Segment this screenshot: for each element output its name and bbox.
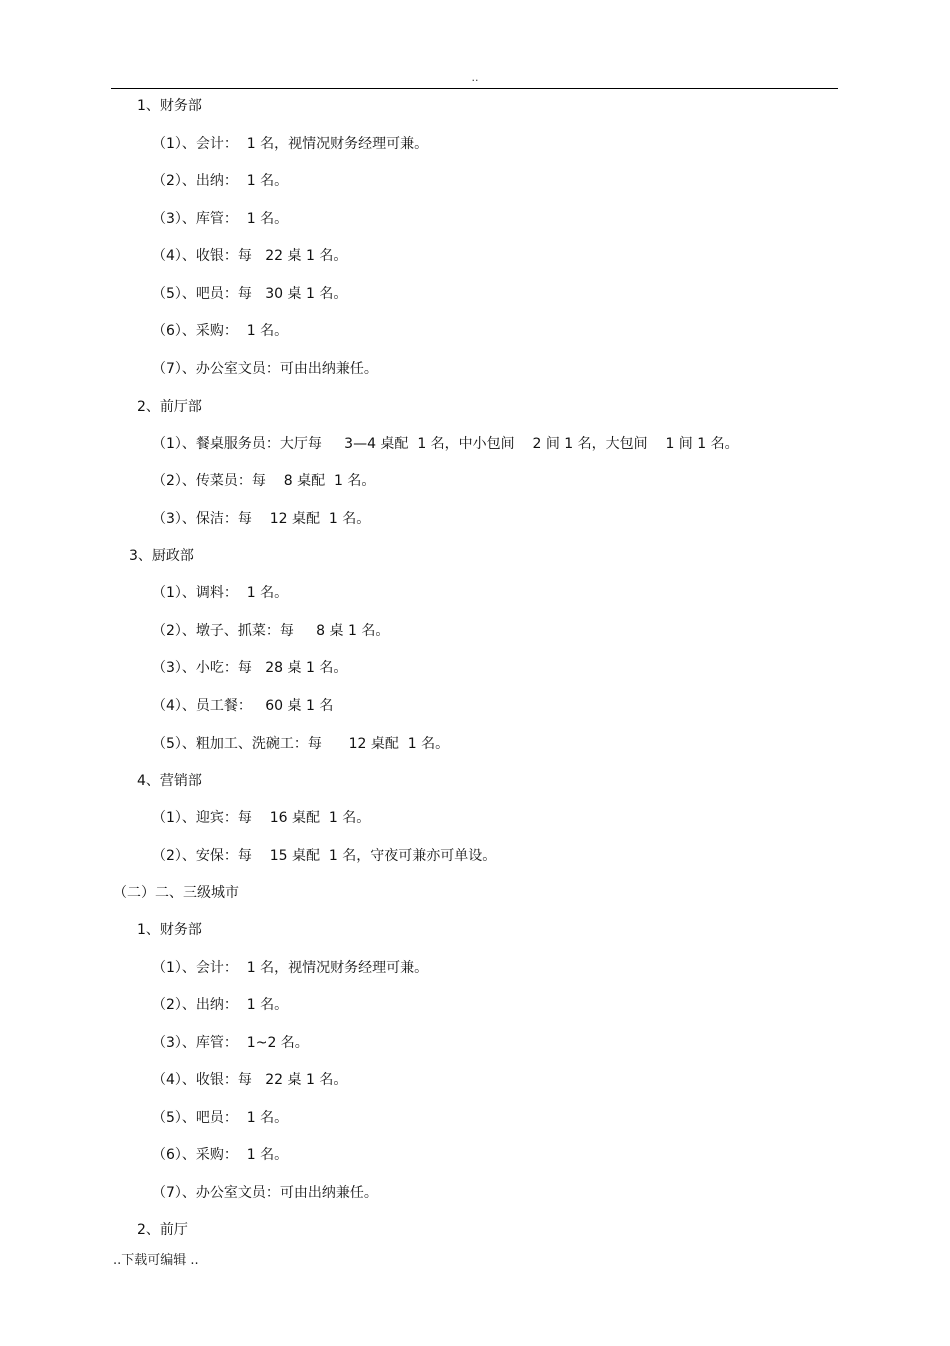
staff-item: （4）、收银：每 22 桌 1 名。 [152,248,348,264]
staff-item: （2）、安保：每 15 桌配 1 名，守夜可兼亦可单设。 [152,848,497,864]
staff-item: （2）、出纳： 1 名。 [152,997,289,1013]
header-rule [111,88,838,89]
dept-heading: 2、前厅部 [137,399,202,415]
staff-item: （3）、库管： 1 名。 [152,211,289,227]
dept-heading: 1、财务部 [137,98,202,114]
staff-item: （3）、库管： 1~2 名。 [152,1035,309,1051]
staff-item: （2）、传菜员：每 8 桌配 1 名。 [152,473,376,489]
page-header-mark: .. [471,71,479,84]
staff-item: （7）、办公室文员：可由出纳兼任。 [152,361,378,377]
staff-item: （3）、保洁：每 12 桌配 1 名。 [152,511,371,527]
staff-item: （2）、出纳： 1 名。 [152,173,289,189]
dept-heading: 3、厨政部 [129,548,194,564]
staff-item: （4）、员工餐： 60 桌 1 名 [152,698,334,714]
dept-heading: 2、前厅 [137,1222,188,1238]
staff-item: （1）、会计： 1 名，视情况财务经理可兼。 [152,960,429,976]
staff-item: （6）、采购： 1 名。 [152,323,289,339]
staff-item: （5）、吧员： 1 名。 [152,1110,289,1126]
staff-item: （6）、采购： 1 名。 [152,1147,289,1163]
staff-item: （4）、收银：每 22 桌 1 名。 [152,1072,348,1088]
staff-item: （2）、墩子、抓菜：每 8 桌 1 名。 [152,623,390,639]
staff-item: （1）、餐桌服务员：大厅每 3—4 桌配 1 名，中小包间 2 间 1 名，大包间 1 间 1 名。 [152,436,739,452]
staff-item: （5）、吧员：每 30 桌 1 名。 [152,286,348,302]
footer-note: ..下载可编辑 .. [113,1253,199,1268]
staff-item: （3）、小吃：每 28 桌 1 名。 [152,660,348,676]
staff-item: （7）、办公室文员：可由出纳兼任。 [152,1185,378,1201]
staff-item: （1）、迎宾：每 16 桌配 1 名。 [152,810,371,826]
dept-heading: 4、营销部 [137,773,202,789]
staff-item: （1）、会计： 1 名，视情况财务经理可兼。 [152,136,429,152]
section-heading: （二）二、三级城市 [113,885,239,901]
dept-heading: 1、财务部 [137,922,202,938]
staff-item: （5）、粗加工、洗碗工：每 12 桌配 1 名。 [152,736,450,752]
staff-item: （1）、调料： 1 名。 [152,585,289,601]
